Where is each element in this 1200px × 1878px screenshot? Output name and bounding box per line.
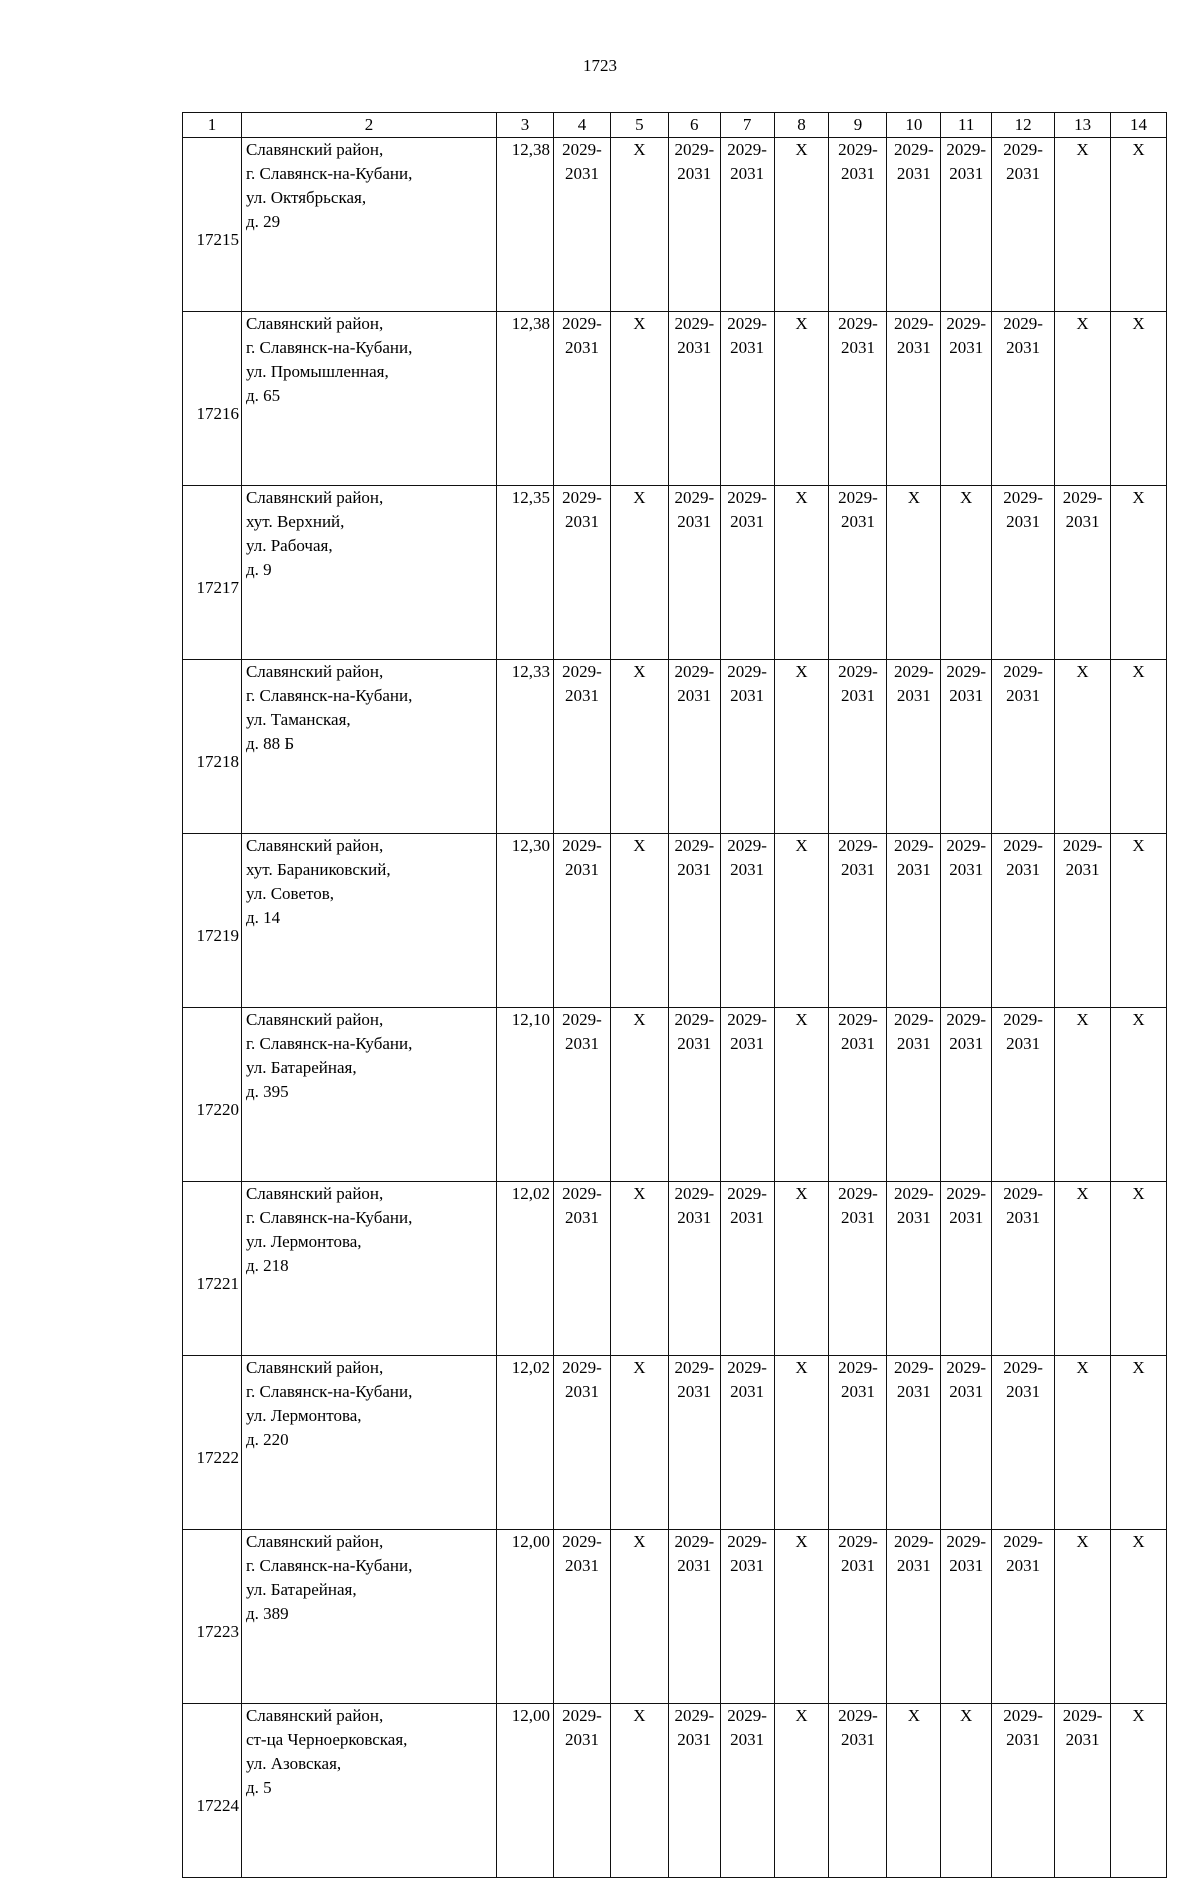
period-cell: 2029- 2031 [992, 834, 1055, 1008]
period-cell: Х [774, 834, 829, 1008]
column-header: 4 [554, 113, 611, 138]
period-cell: 2029- 2031 [941, 1530, 992, 1704]
period-cell: 2029- 2031 [941, 1182, 992, 1356]
period-cell: 2029- 2031 [668, 834, 720, 1008]
address-line: Славянский район, [245, 314, 384, 333]
address-line: ул. Советов, [245, 884, 334, 903]
column-header: 6 [668, 113, 720, 138]
table-row [183, 312, 1167, 486]
value-cell: 12,00 [497, 1704, 554, 1878]
period-cell: 2029- 2031 [941, 834, 992, 1008]
column-header: 14 [1111, 113, 1167, 138]
table-row [183, 1182, 1167, 1356]
period-cell: 2029- 2031 [720, 834, 774, 1008]
row-id: 17219 [183, 834, 242, 1008]
period-cell: 2029- 2031 [720, 1182, 774, 1356]
address-line: Славянский район, [245, 140, 384, 159]
period-cell: 2029- 2031 [887, 1008, 941, 1182]
address-line: ул. Батарейная, [245, 1580, 357, 1599]
address-line: г. Славянск-на-Кубани, [245, 1208, 413, 1227]
column-header: 8 [774, 113, 829, 138]
column-header: 12 [992, 113, 1055, 138]
period-cell: 2029- 2031 [992, 1530, 1055, 1704]
period-cell: Х [774, 1530, 829, 1704]
address-line: ул. Лермонтова, [245, 1406, 362, 1425]
period-cell: Х [774, 486, 829, 660]
column-header: 3 [497, 113, 554, 138]
address-line: ул. Октябрьская, [245, 188, 367, 207]
address-cell [241, 660, 496, 834]
period-cell: 2029- 2031 [668, 138, 720, 312]
address-line: хут. Верхний, [245, 512, 345, 531]
period-cell: Х [1111, 660, 1167, 834]
address-cell [241, 1182, 496, 1356]
period-cell: Х [610, 1704, 668, 1878]
address-cell [241, 1704, 496, 1878]
address-line: д. 14 [245, 908, 281, 927]
period-cell: 2029- 2031 [668, 1356, 720, 1530]
period-cell: 2029- 2031 [554, 138, 611, 312]
column-header: 7 [720, 113, 774, 138]
period-cell: Х [774, 1182, 829, 1356]
table-row [183, 486, 1167, 660]
address-cell [241, 1356, 496, 1530]
value-cell: 12,38 [497, 312, 554, 486]
address-line: д. 220 [245, 1430, 289, 1449]
period-cell: 2029- 2031 [829, 834, 887, 1008]
period-cell: Х [941, 1704, 992, 1878]
period-cell: Х [1111, 486, 1167, 660]
period-cell: 2029- 2031 [941, 138, 992, 312]
period-cell: Х [610, 138, 668, 312]
address-cell [241, 312, 496, 486]
address-line: д. 88 Б [245, 734, 295, 753]
address-line: Славянский район, [245, 836, 384, 855]
period-cell: 2029- 2031 [992, 1704, 1055, 1878]
period-cell: 2029- 2031 [829, 486, 887, 660]
period-cell: 2029- 2031 [668, 1704, 720, 1878]
address-line: Славянский район, [245, 1532, 384, 1551]
address-line: д. 29 [245, 212, 281, 231]
address-line: д. 65 [245, 386, 281, 405]
table-row [183, 1530, 1167, 1704]
period-cell: 2029- 2031 [887, 1356, 941, 1530]
row-id: 17218 [183, 660, 242, 834]
row-id: 17222 [183, 1356, 242, 1530]
period-cell: 2029- 2031 [829, 1704, 887, 1878]
row-id: 17220 [183, 1008, 242, 1182]
period-cell: 2029- 2031 [720, 1530, 774, 1704]
column-header: 2 [241, 113, 496, 138]
column-header: 9 [829, 113, 887, 138]
address-line: Славянский район, [245, 1706, 384, 1725]
period-cell: 2029- 2031 [554, 1008, 611, 1182]
period-cell: Х [1111, 1008, 1167, 1182]
address-line: ул. Батарейная, [245, 1058, 357, 1077]
period-cell: 2029- 2031 [720, 1704, 774, 1878]
period-cell: Х [1055, 660, 1111, 834]
address-line: Славянский район, [245, 488, 384, 507]
period-cell: 2029- 2031 [887, 1530, 941, 1704]
period-cell: Х [1111, 312, 1167, 486]
period-cell: 2029- 2031 [992, 1008, 1055, 1182]
table-row [183, 1704, 1167, 1878]
period-cell: 2029- 2031 [829, 1182, 887, 1356]
address-line: д. 389 [245, 1604, 289, 1623]
period-cell: Х [1055, 138, 1111, 312]
address-line: ст-ца Черноерковская, [245, 1730, 408, 1749]
address-line: д. 9 [245, 560, 272, 579]
period-cell: 2029- 2031 [887, 138, 941, 312]
address-line: ул. Азовская, [245, 1754, 342, 1773]
period-cell: 2029- 2031 [720, 138, 774, 312]
column-header: 1 [183, 113, 242, 138]
period-cell: Х [610, 1008, 668, 1182]
page-number: 1723 [583, 56, 617, 75]
row-id: 17215 [183, 138, 242, 312]
value-cell: 12,33 [497, 660, 554, 834]
period-cell: 2029- 2031 [1055, 1704, 1111, 1878]
period-cell: Х [1111, 1182, 1167, 1356]
address-line: д. 218 [245, 1256, 289, 1275]
period-cell: 2029- 2031 [887, 660, 941, 834]
row-id: 17217 [183, 486, 242, 660]
value-cell: 12,02 [497, 1356, 554, 1530]
address-cell [241, 834, 496, 1008]
period-cell: 2029- 2031 [554, 1704, 611, 1878]
column-header: 11 [941, 113, 992, 138]
period-cell: 2029- 2031 [887, 1182, 941, 1356]
address-cell [241, 138, 496, 312]
value-cell: 12,38 [497, 138, 554, 312]
period-cell: Х [610, 486, 668, 660]
period-cell: Х [774, 660, 829, 834]
table-row [183, 1356, 1167, 1530]
row-id: 17221 [183, 1182, 242, 1356]
value-cell: 12,30 [497, 834, 554, 1008]
address-cell [241, 1008, 496, 1182]
period-cell: 2029- 2031 [720, 1356, 774, 1530]
period-cell: 2029- 2031 [829, 1530, 887, 1704]
value-cell: 12,35 [497, 486, 554, 660]
period-cell: 2029- 2031 [554, 834, 611, 1008]
period-cell: Х [1111, 834, 1167, 1008]
address-line: г. Славянск-на-Кубани, [245, 164, 413, 183]
period-cell: 2029- 2031 [887, 312, 941, 486]
period-cell: Х [1055, 312, 1111, 486]
period-cell: 2029- 2031 [941, 1356, 992, 1530]
period-cell: 2029- 2031 [554, 1356, 611, 1530]
period-cell: 2029- 2031 [992, 486, 1055, 660]
table-row [183, 834, 1167, 1008]
period-cell: 2029- 2031 [992, 660, 1055, 834]
period-cell: Х [774, 1704, 829, 1878]
period-cell: 2029- 2031 [992, 138, 1055, 312]
period-cell: Х [941, 486, 992, 660]
period-cell: Х [610, 1356, 668, 1530]
period-cell: Х [610, 1182, 668, 1356]
period-cell: 2029- 2031 [668, 1008, 720, 1182]
period-cell: Х [1055, 1356, 1111, 1530]
address-line: ул. Таманская, [245, 710, 351, 729]
period-cell: 2029- 2031 [887, 834, 941, 1008]
period-cell: 2029- 2031 [941, 312, 992, 486]
address-line: Славянский район, [245, 662, 384, 681]
period-cell: 2029- 2031 [668, 660, 720, 834]
period-cell: 2029- 2031 [941, 1008, 992, 1182]
period-cell: 2029- 2031 [554, 660, 611, 834]
header-row [183, 113, 1167, 138]
period-cell: 2029- 2031 [720, 312, 774, 486]
period-cell: 2029- 2031 [668, 1530, 720, 1704]
period-cell: Х [1055, 1530, 1111, 1704]
period-cell: 2029- 2031 [668, 486, 720, 660]
address-line: ул. Промышленная, [245, 362, 389, 381]
period-cell: Х [887, 1704, 941, 1878]
period-cell: 2029- 2031 [829, 312, 887, 486]
address-line: Славянский район, [245, 1184, 384, 1203]
period-cell: 2029- 2031 [668, 312, 720, 486]
address-line: г. Славянск-на-Кубани, [245, 1382, 413, 1401]
column-header: 13 [1055, 113, 1111, 138]
period-cell: 2029- 2031 [554, 1530, 611, 1704]
table-row [183, 660, 1167, 834]
period-cell: 2029- 2031 [554, 312, 611, 486]
period-cell: Х [610, 660, 668, 834]
address-line: Славянский район, [245, 1358, 384, 1377]
address-line: г. Славянск-на-Кубани, [245, 1034, 413, 1053]
period-cell: 2029- 2031 [554, 1182, 611, 1356]
table-row [183, 138, 1167, 312]
period-cell: 2029- 2031 [941, 660, 992, 834]
period-cell: 2029- 2031 [668, 1182, 720, 1356]
address-line: хут. Бараниковский, [245, 860, 391, 879]
value-cell: 12,02 [497, 1182, 554, 1356]
period-cell: Х [1111, 138, 1167, 312]
period-cell: 2029- 2031 [992, 312, 1055, 486]
address-line: д. 5 [245, 1778, 272, 1797]
period-cell: Х [1055, 1008, 1111, 1182]
period-cell: 2029- 2031 [1055, 834, 1111, 1008]
row-id: 17223 [183, 1530, 242, 1704]
period-cell: Х [610, 1530, 668, 1704]
column-header: 10 [887, 113, 941, 138]
column-header: 5 [610, 113, 668, 138]
period-cell: 2029- 2031 [829, 138, 887, 312]
period-cell: Х [774, 1356, 829, 1530]
address-line: д. 395 [245, 1082, 289, 1101]
row-id: 17224 [183, 1704, 242, 1878]
period-cell: 2029- 2031 [720, 660, 774, 834]
period-cell: Х [610, 834, 668, 1008]
registry-table [182, 112, 1167, 1878]
period-cell: 2029- 2031 [720, 1008, 774, 1182]
table-row [183, 1008, 1167, 1182]
period-cell: Х [887, 486, 941, 660]
period-cell: 2029- 2031 [829, 660, 887, 834]
period-cell: Х [1055, 1182, 1111, 1356]
address-line: ул. Рабочая, [245, 536, 333, 555]
period-cell: Х [774, 312, 829, 486]
address-cell [241, 486, 496, 660]
period-cell: Х [774, 138, 829, 312]
period-cell: Х [610, 312, 668, 486]
address-line: г. Славянск-на-Кубани, [245, 686, 413, 705]
period-cell: 2029- 2031 [829, 1008, 887, 1182]
period-cell: 2029- 2031 [992, 1182, 1055, 1356]
period-cell: 2029- 2031 [554, 486, 611, 660]
value-cell: 12,00 [497, 1530, 554, 1704]
period-cell: Х [1111, 1530, 1167, 1704]
address-line: Славянский район, [245, 1010, 384, 1029]
period-cell: Х [774, 1008, 829, 1182]
period-cell: 2029- 2031 [829, 1356, 887, 1530]
row-id: 17216 [183, 312, 242, 486]
period-cell: 2029- 2031 [1055, 486, 1111, 660]
period-cell: Х [1111, 1704, 1167, 1878]
period-cell: Х [1111, 1356, 1167, 1530]
period-cell: 2029- 2031 [720, 486, 774, 660]
address-line: г. Славянск-на-Кубани, [245, 1556, 413, 1575]
address-line: ул. Лермонтова, [245, 1232, 362, 1251]
value-cell: 12,10 [497, 1008, 554, 1182]
address-cell [241, 1530, 496, 1704]
period-cell: 2029- 2031 [992, 1356, 1055, 1530]
address-line: г. Славянск-на-Кубани, [245, 338, 413, 357]
